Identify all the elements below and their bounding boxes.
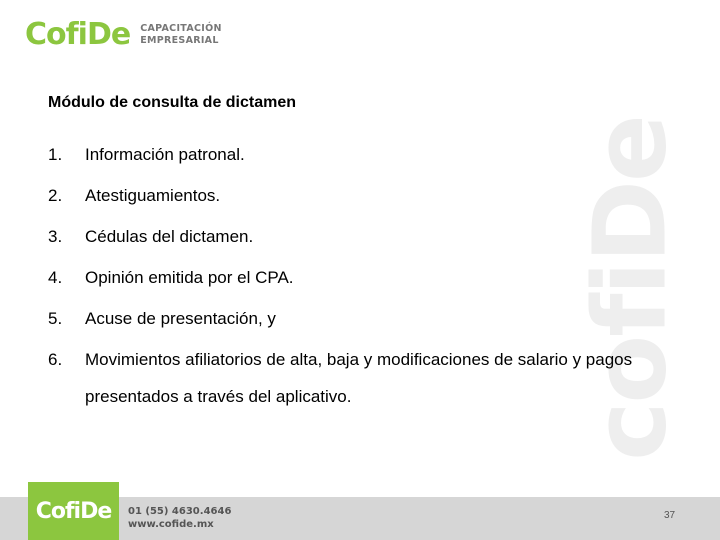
tagline-line-1: CAPACITACIÓN bbox=[140, 23, 222, 34]
footer-website: www.cofide.mx bbox=[128, 519, 214, 530]
list-item bbox=[48, 218, 688, 255]
list-item-number: 4. bbox=[48, 268, 63, 287]
list-item bbox=[48, 341, 688, 415]
footer-contact bbox=[128, 505, 231, 531]
list-item-number: 3. bbox=[48, 227, 63, 246]
list-item-text: Opinión emitida por el CPA. bbox=[85, 268, 294, 287]
footer-logo bbox=[28, 482, 119, 540]
list-item-text: Información patronal. bbox=[85, 145, 245, 164]
slide-title: Módulo de consulta de dictamen bbox=[48, 94, 297, 111]
list-item bbox=[48, 136, 688, 173]
watermark-logo: cofiDe bbox=[571, 116, 689, 461]
page-number: 37 bbox=[664, 510, 676, 521]
list-item-text: Atestiguamientos. bbox=[85, 186, 221, 205]
footer-phone: 01 (55) 4630.4646 bbox=[128, 506, 232, 517]
list-item-number: 2. bbox=[48, 186, 63, 205]
item-list bbox=[48, 136, 688, 419]
footer-logo-text: CofiDe bbox=[35, 498, 112, 524]
tagline-line-2: EMPRESARIAL bbox=[140, 35, 219, 46]
list-item bbox=[48, 259, 688, 296]
list-item-text: Acuse de presentación, y bbox=[85, 309, 276, 328]
list-item bbox=[48, 300, 688, 337]
list-item-text: Movimientos afiliatorios de alta, baja y modificaciones de salario y pagos presentados a través del aplicativo. bbox=[85, 350, 633, 406]
list-item bbox=[48, 177, 688, 214]
header-logo bbox=[25, 17, 222, 52]
list-item-number: 6. bbox=[48, 350, 63, 369]
list-item-number: 5. bbox=[48, 309, 63, 328]
list-item-number: 1. bbox=[48, 145, 63, 164]
list-item-text: Cédulas del dictamen. bbox=[85, 227, 254, 246]
logo-tagline bbox=[140, 23, 222, 47]
cofide-logo: CofiDe bbox=[25, 17, 131, 52]
